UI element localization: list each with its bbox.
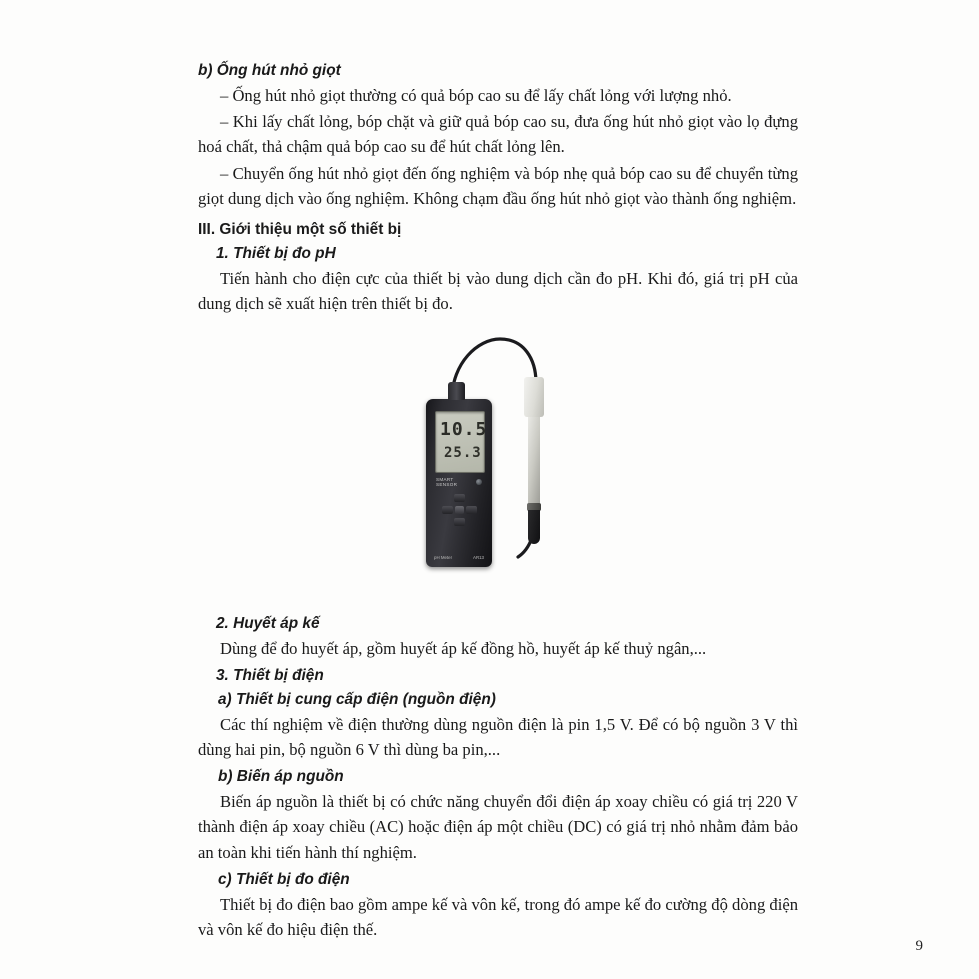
heading-1-thiet-bi-do-ph: 1. Thiết bị đo pH bbox=[216, 245, 336, 263]
paragraph-6: Các thí nghiệm về điện thường dùng nguồn điện là pin 1,5 V. Để có bộ nguồn 3 V thì dùng hai pin, bộ nguồn 6 V thì dùng ba pin,... bbox=[198, 714, 798, 759]
heading-b-bien-ap-nguon: b) Biến áp nguồn bbox=[218, 768, 344, 786]
paragraph-5: Dùng để đo huyết áp, gồm huyết áp kế đồng hồ, huyết áp kế thuỷ ngân,... bbox=[220, 638, 707, 658]
display-ph-value: 10.5 bbox=[440, 418, 488, 440]
brand-line-1: SMART bbox=[436, 476, 454, 482]
ph-meter-body bbox=[426, 399, 492, 567]
brand-label bbox=[436, 477, 457, 488]
ph-meter-display bbox=[435, 411, 488, 473]
brand-line-2: SENSOR bbox=[436, 482, 458, 488]
button-left[interactable] bbox=[442, 506, 453, 514]
heading-section-iii: III. Giới thiệu một số thiết bị bbox=[198, 221, 402, 239]
paragraph-8: Thiết bị đo điện bao gồm ampe kế và vôn kế, trong đó ampe kế đo cường độ dòng điện và vôn kế đo hiệu điện thế. bbox=[198, 894, 798, 940]
heading-2-huyet-ap-ke: 2. Huyết áp kế bbox=[216, 614, 320, 632]
paragraph-3: – Chuyển ống hút nhỏ giọt đến ống nghiệm và bóp nhẹ quả bóp cao su để chuyển từng giọt dung dịch vào ống nghiệm. Không chạm đầu ống hút nhỏ giọt vào thành ống nghiệm. bbox=[198, 163, 798, 208]
figure-ph-meter bbox=[198, 331, 798, 609]
model-name: pH Meter bbox=[434, 554, 453, 560]
display-temperature-value: 25.3 bbox=[444, 444, 482, 461]
probe-cap bbox=[524, 377, 544, 417]
heading-a-thiet-bi-cung-cap-dien: a) Thiết bị cung cấp điện (nguồn điện) bbox=[218, 690, 496, 708]
heading-c-thiet-bi-do-dien: c) Thiết bị đo điện bbox=[218, 870, 350, 888]
model-code: AR13 bbox=[473, 554, 484, 560]
probe-body bbox=[528, 417, 540, 505]
button-right[interactable] bbox=[466, 506, 477, 514]
paragraph-2: – Khi lấy chất lỏng, bóp chặt và giữ quả bóp cao su, đưa ống hút nhỏ giọt vào lọ đựng hoá chất, thả chậm quả bóp cao su để hút chất lỏng lên. bbox=[198, 112, 798, 157]
ph-electrode-probe bbox=[523, 377, 545, 557]
ph-meter-keypad bbox=[441, 494, 477, 528]
probe-tip bbox=[528, 510, 540, 544]
button-down[interactable] bbox=[454, 518, 465, 526]
paragraph-7: Biến áp nguồn là thiết bị có chức năng chuyển đổi điện áp xoay chiều có giá trị 220 V thành điện áp xoay chiều (AC) hoặc điện áp một chiều (DC) có giá trị nhỏ nhằm đảm bảo an toàn khi tiến hành thí nghiệm. bbox=[198, 792, 798, 862]
device-model-label bbox=[434, 555, 484, 560]
button-center[interactable] bbox=[455, 506, 464, 514]
power-led-icon bbox=[476, 479, 482, 485]
page-content bbox=[198, 56, 798, 943]
heading-3-thiet-bi-dien: 3. Thiết bị điện bbox=[216, 666, 324, 684]
heading-b-ong-hut-nho-giot: b) Ống hút nhỏ giọt bbox=[198, 62, 341, 79]
page-number: 9 bbox=[915, 938, 923, 954]
button-up[interactable] bbox=[454, 494, 465, 502]
paragraph-4: Tiến hành cho điện cực của thiết bị vào dung dịch cần đo pH. Khi đó, giá trị pH của dung dịch sẽ xuất hiện trên thiết bị đo. bbox=[198, 269, 798, 314]
paragraph-1: – Ống hút nhỏ giọt thường có quả bóp cao su để lấy chất lỏng với lượng nhỏ. bbox=[220, 86, 732, 105]
